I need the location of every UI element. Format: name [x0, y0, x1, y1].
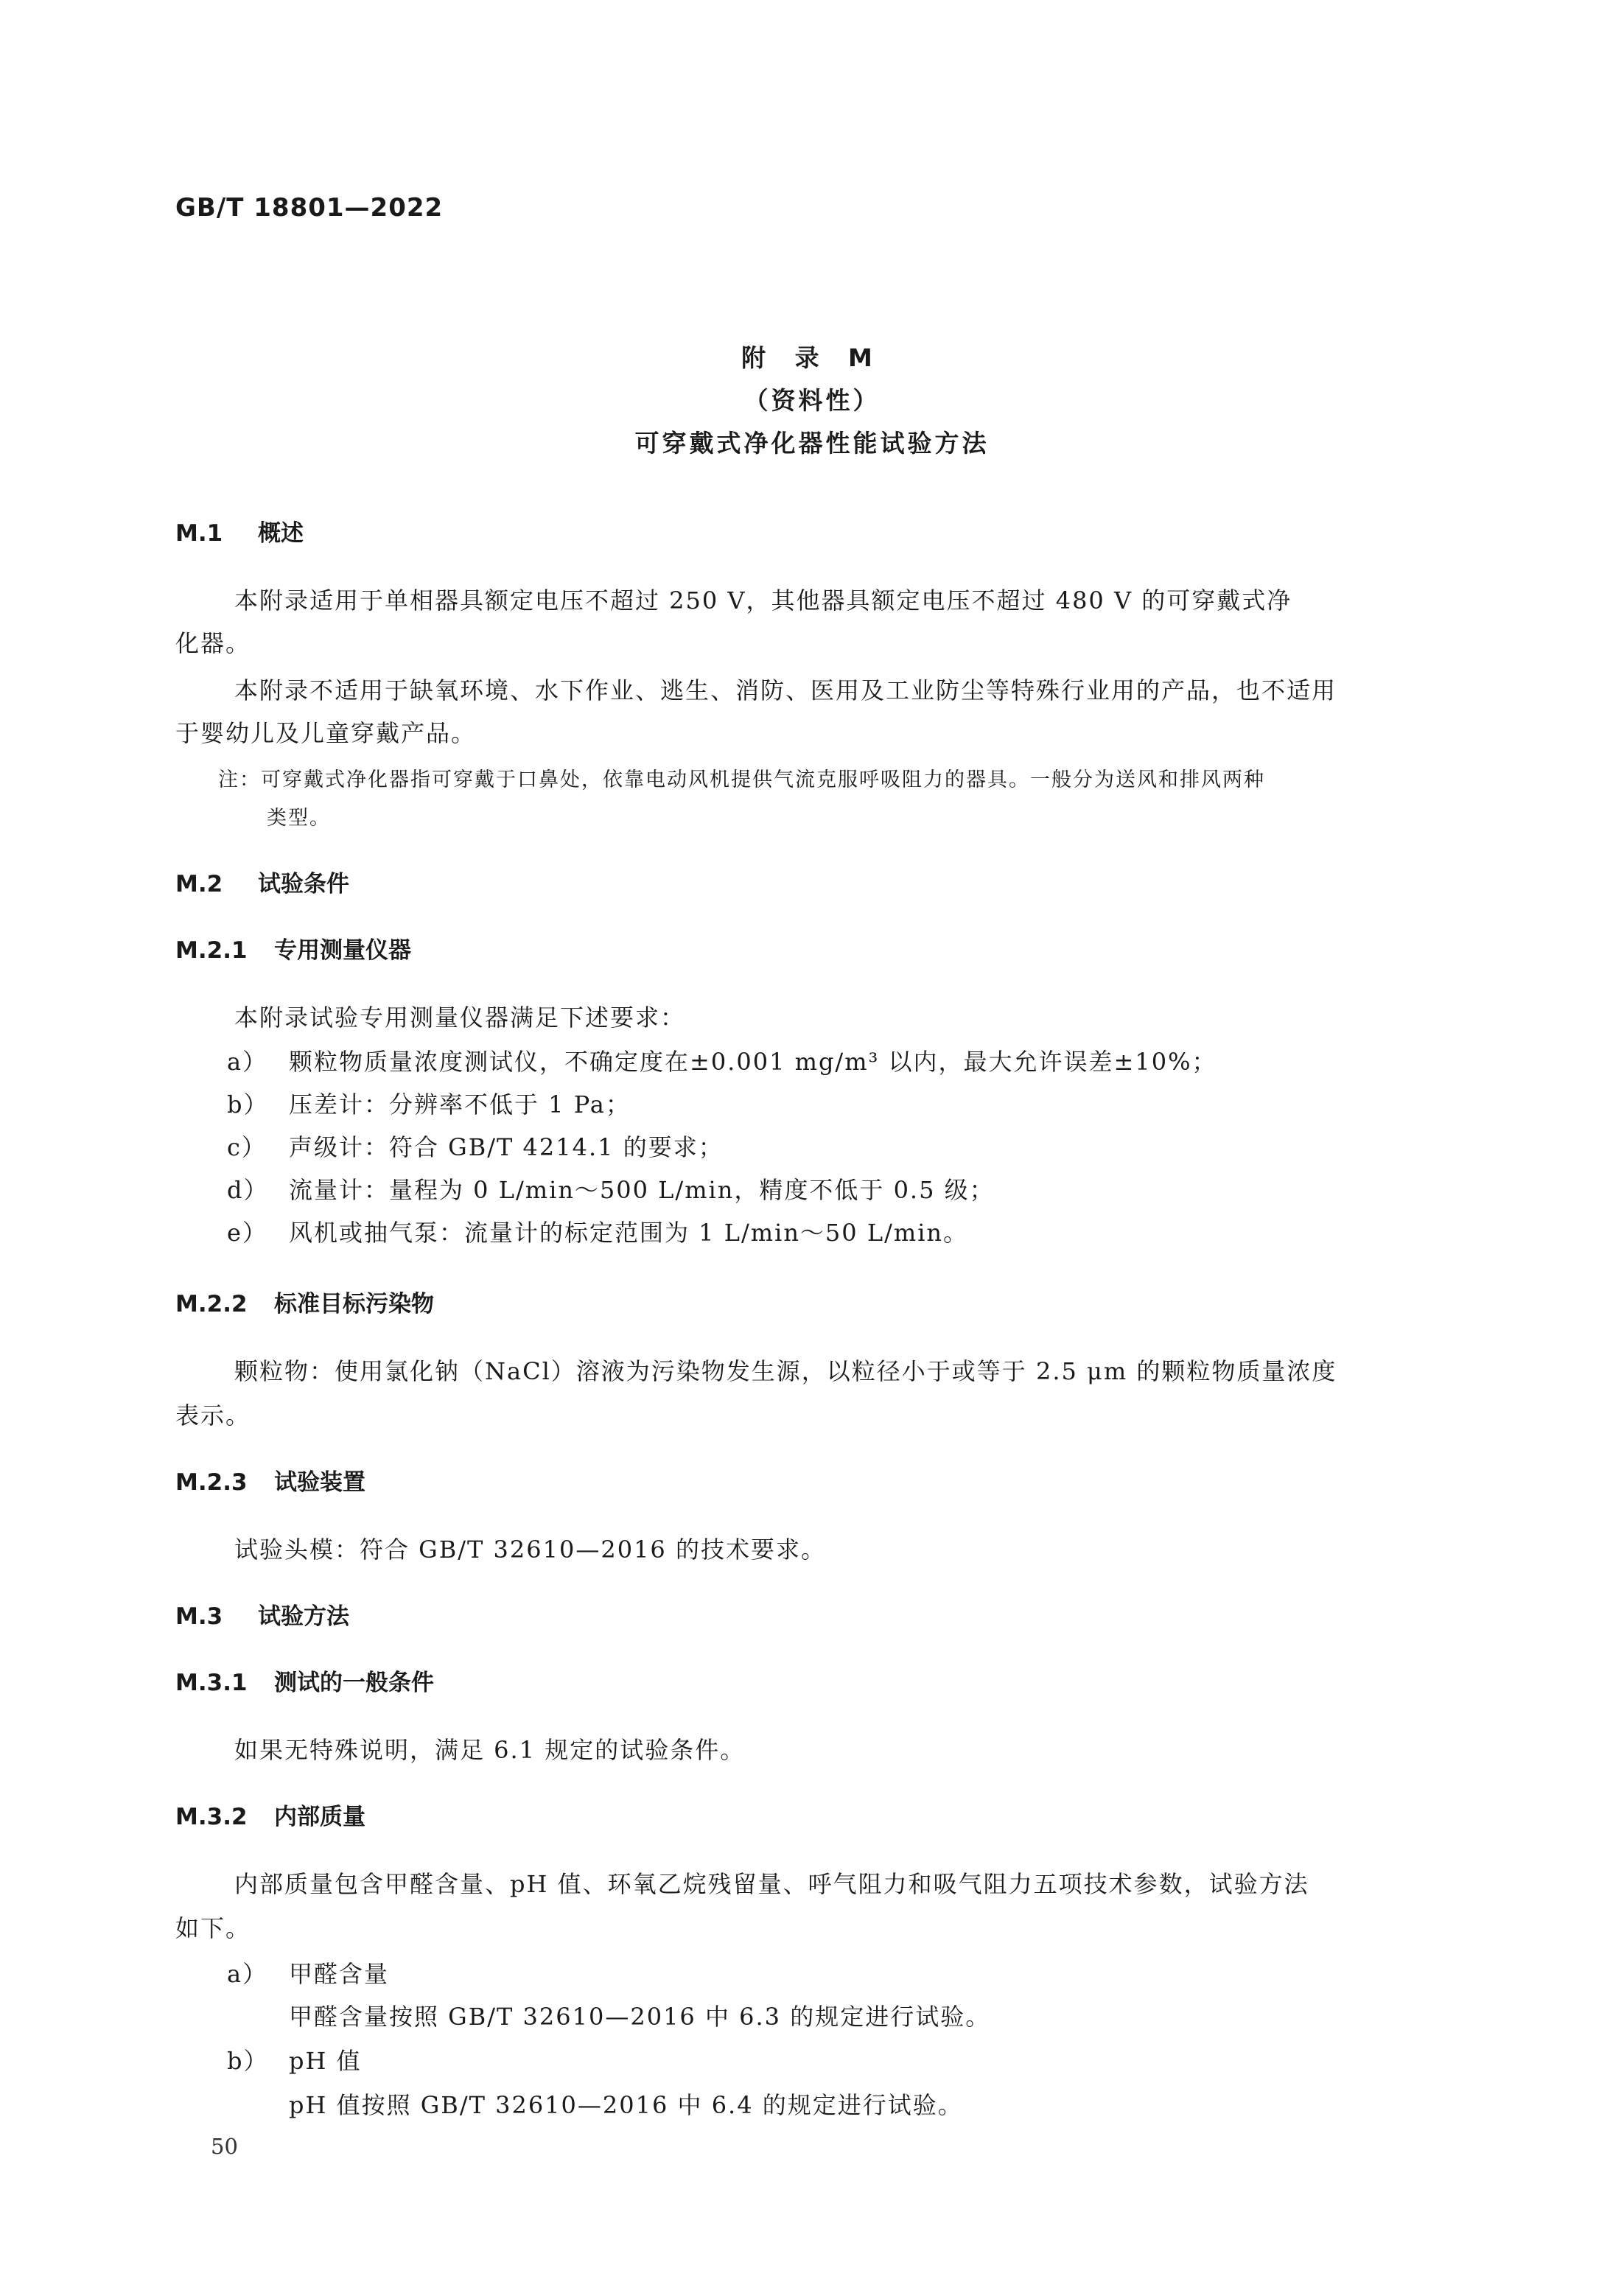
paragraph: 本附录试验专用测量仪器满足下述要求：: [234, 1004, 686, 1032]
section-heading-m3: [175, 1597, 349, 1631]
paragraph: 表示。: [175, 1401, 251, 1429]
paragraph: 颗粒物：使用氯化钠（NaCl）溶液为污染物发生源，以粒径小于或等于 2.5 μm 的颗粒物质量浓度: [234, 1357, 1337, 1385]
section-title: 标准目标污染物: [274, 1291, 434, 1317]
annex-title: 附 录 M: [741, 343, 883, 372]
section-number: M.3.1: [175, 1670, 248, 1696]
paragraph: 如下。: [175, 1914, 251, 1942]
standard-id: GB/T 18801—2022: [175, 193, 444, 223]
list-label: d）: [227, 1176, 269, 1204]
subsection-heading-m3-2: [175, 1798, 365, 1831]
list-item: [227, 2042, 362, 2076]
paragraph: 如果无特殊说明，满足 6.1 规定的试验条件。: [234, 1736, 746, 1764]
section-number: M.3: [175, 1603, 223, 1630]
note: 类型。: [267, 807, 331, 830]
section-title: 专用测量仪器: [274, 937, 411, 964]
annex-type: （资料性）: [743, 386, 881, 415]
subsection-heading-m2-1: [175, 931, 411, 965]
section-number: M.2.1: [175, 937, 248, 964]
section-title: 概述: [258, 520, 304, 547]
list-title: 甲醛含量: [289, 1960, 390, 1988]
subsection-heading-m3-1: [175, 1664, 434, 1697]
list-title: pH 值: [289, 2047, 362, 2075]
list-item: [227, 1172, 995, 1205]
list-text: 声级计：符合 GB/T 4214.1 的要求；: [289, 1133, 724, 1161]
subsection-heading-m2-3: [175, 1463, 365, 1496]
list-text: 风机或抽气泵：流量计的标定范围为 1 L/min～50 L/min。: [289, 1219, 969, 1247]
section-number: M.1: [175, 520, 223, 547]
section-number: M.2.3: [175, 1469, 248, 1496]
list-text: 颗粒物质量浓度测试仪，不确定度在±0.001 mg/m³ 以内，最大允许误差±10%；: [289, 1048, 1217, 1076]
section-title: 内部质量: [274, 1804, 365, 1830]
section-title: 测试的一般条件: [274, 1670, 434, 1696]
page-number: 50: [211, 2134, 238, 2159]
paragraph: 试验头模：符合 GB/T 32610—2016 的技术要求。: [234, 1536, 826, 1564]
section-number: M.2.2: [175, 1291, 248, 1317]
annex-name: 可穿戴式净化器性能试验方法: [634, 429, 990, 458]
section-heading-m1: [175, 514, 304, 547]
paragraph: 内部质量包含甲醛含量、pH 值、环氧乙烷残留量、呼气阻力和吸气阻力五项技术参数，试验方法: [234, 1870, 1309, 1898]
list-item: [227, 1086, 631, 1120]
subsection-heading-m2-2: [175, 1285, 434, 1318]
list-text: 流量计：量程为 0 L/min～500 L/min，精度不低于 0.5 级；: [289, 1176, 995, 1204]
section-number: M.2: [175, 871, 223, 897]
paragraph: 化器。: [175, 629, 251, 657]
list-label: b）: [227, 2047, 269, 2075]
list-item-text: pH 值按照 GB/T 32610—2016 中 6.4 的规定进行试验。: [289, 2091, 963, 2119]
paragraph: 于婴幼儿及儿童穿戴产品。: [175, 719, 477, 747]
list-item-text: 甲醛含量按照 GB/T 32610—2016 中 6.3 的规定进行试验。: [289, 2003, 991, 2031]
list-item: [227, 1129, 724, 1163]
list-label: a）: [227, 1048, 268, 1076]
paragraph: 本附录不适用于缺氧环境、水下作业、逃生、消防、医用及工业防尘等特殊行业用的产品，也不适用: [234, 676, 1337, 704]
list-label: b）: [227, 1091, 269, 1119]
list-text: 压差计：分辨率不低于 1 Pa；: [289, 1091, 631, 1119]
list-label: a）: [227, 1960, 268, 1988]
list-item: [227, 1043, 1217, 1077]
paragraph: 本附录适用于单相器具额定电压不超过 250 V，其他器具额定电压不超过 480 V 的可穿戴式净: [234, 587, 1292, 615]
list-item: [227, 1956, 389, 1989]
section-heading-m2: [175, 865, 349, 898]
section-title: 试验方法: [258, 1603, 349, 1630]
list-item: [227, 1214, 968, 1248]
section-title: 试验装置: [274, 1469, 365, 1496]
section-title: 试验条件: [258, 871, 349, 897]
list-label: c）: [227, 1133, 267, 1161]
section-number: M.3.2: [175, 1804, 248, 1830]
note: 注：可穿戴式净化器指可穿戴于口鼻处，依靠电动风机提供气流克服呼吸阻力的器具。一般分为送风和排风两种: [218, 769, 1265, 791]
list-label: e）: [227, 1219, 267, 1247]
